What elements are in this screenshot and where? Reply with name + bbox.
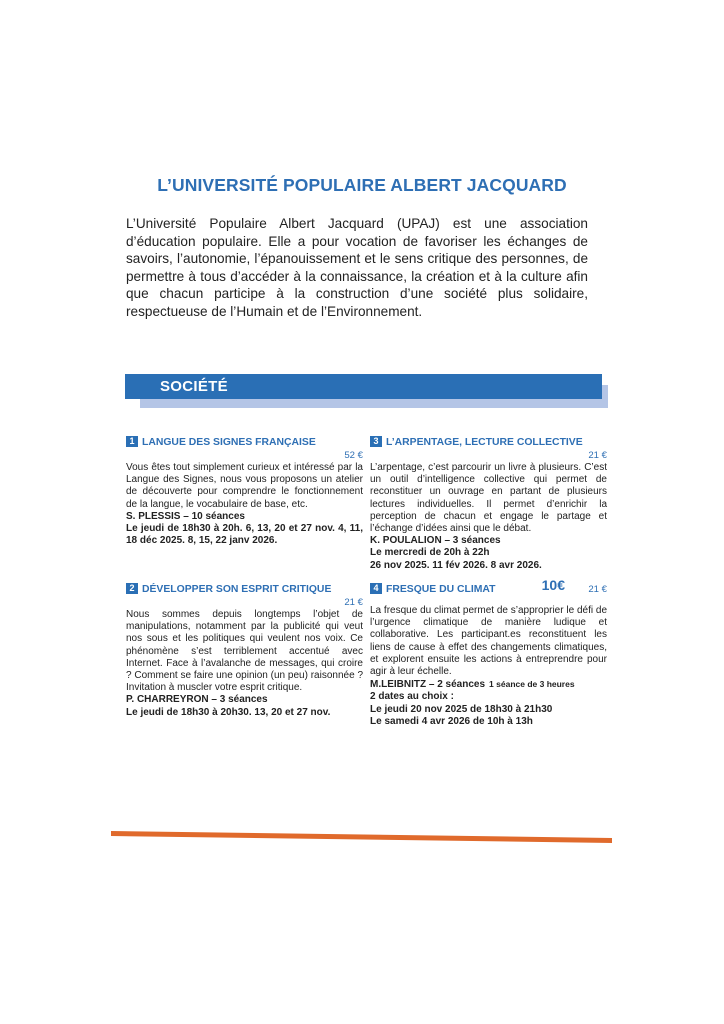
course-note: 1 séance de 3 heures xyxy=(489,679,575,690)
course-schedule: Le mercredi de 20h à 22h xyxy=(370,547,490,559)
course-date-option: Le jeudi 20 nov 2025 de 18h30 à 21h30 xyxy=(370,703,553,715)
course-number: 1 xyxy=(126,436,138,447)
course-title: FRESQUE DU CLIMAT xyxy=(386,584,496,595)
course-description: L’arpentage, c’est parcourir un livre à plusieurs. C’est un outil d’intelligence collective qui permet de reconstituer un ouvrage en partant de plusieurs lectures individuelles. Il permet d’enrichir la perception de chacun et engage le partage et l’échange d’idées ainsi que le débat. xyxy=(370,462,607,535)
course-description: Nous sommes depuis longtemps l’objet de manipulations, notamment par la publicité qui veut nos sous et les politiques qui veulent nos voix. Ce phénomène s’est terriblement accentué avec Internet. Face à l’avalanche de messages, qui croire ? Comment se faire une opinion (un peu) raisonnée ? Invitation à muscler votre esprit critique. xyxy=(126,609,363,694)
intro-paragraph: L’Université Populaire Albert Jacquard (UPAJ) est une association d’éducation populaire. Elle a pour vocation de favoriser les échanges de savoirs, l’autonomie, l’épanouissement et le sens critique des personnes, de permettre à tous d’accéder à la connaissance, la création et à la culture afin que chacun participe à la construction d’une société plus solidaire, respectueuse de l’Humain et de l’Environnement. xyxy=(126,216,588,319)
course-date-option: Le samedi 4 avr 2026 de 10h à 13h xyxy=(370,715,533,727)
course-title: LANGUE DES SIGNES FRANÇAISE xyxy=(142,437,316,448)
course-teacher: M.LEIBNITZ – 2 séances xyxy=(370,679,486,691)
orange-stroke xyxy=(111,831,612,843)
course-number: 4 xyxy=(370,583,382,594)
section-title: SOCIÉTÉ xyxy=(160,378,228,395)
course-dates: 26 nov 2025. 11 fév 2026. 8 avr 2026. xyxy=(370,559,542,571)
course-number: 2 xyxy=(126,583,138,594)
course-teacher: K. POULALION – 3 séances xyxy=(370,535,501,547)
course-dates-label: 2 dates au choix : xyxy=(370,691,454,703)
course-title: L’ARPENTAGE, LECTURE COLLECTIVE xyxy=(386,437,583,448)
course-price: 21 € xyxy=(588,450,607,461)
course-price-highlight: 10€ xyxy=(541,577,565,593)
course-price: 52 € xyxy=(344,450,363,461)
course-description: La fresque du climat permet de s’approprier le défi de l’urgence climatique de manière ludique et collaborative. Les participant.es reconstituent les liens de cause à effet des changements climatiques, et explorent ensuite les actions à entreprendre pour agir à leur échelle. xyxy=(370,605,607,678)
course-price: 21 € xyxy=(344,597,363,608)
course-title: DÉVELOPPER SON ESPRIT CRITIQUE xyxy=(142,584,332,595)
page-title: L’UNIVERSITÉ POPULAIRE ALBERT JACQUARD xyxy=(157,175,567,195)
course-teacher: S. PLESSIS – 10 séances xyxy=(126,510,245,522)
course-schedule: Le jeudi de 18h30 à 20h30. 13, 20 et 27 nov. xyxy=(126,706,331,718)
course-number: 3 xyxy=(370,436,382,447)
course-description: Vous êtes tout simplement curieux et intéressé par la Langue des Signes, nous vous proposons un atelier de découverte pour comprendre le fonctionnement de la langue, le vocabulaire de base, etc. xyxy=(126,462,363,510)
course-price: 21 € xyxy=(588,584,607,595)
course-schedule: Le jeudi de 18h30 à 20h. 6, 13, 20 et 27 nov. 4, 11, 18 déc 2025. 8, 15, 22 janv 2026. xyxy=(126,523,363,547)
course-teacher: P. CHARREYRON – 3 séances xyxy=(126,694,268,706)
